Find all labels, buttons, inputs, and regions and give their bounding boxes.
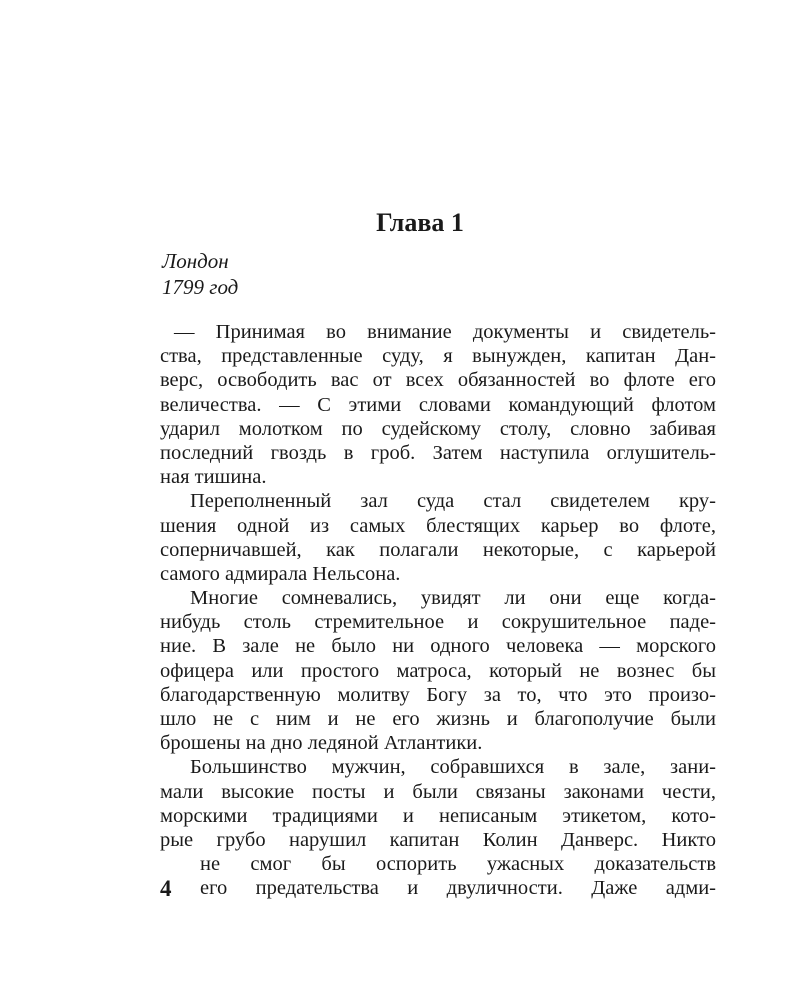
page-number: 4 [160, 876, 172, 901]
paragraph [160, 320, 716, 489]
text-line: Переполненный зал суда стал свидетелем кру- [190, 490, 716, 513]
year-heading: 1799 год [162, 275, 239, 299]
text-line: ударил молотком по судейскому столу, словно забивая [160, 417, 716, 440]
text-line: последний гвоздь в гроб. Затем наступила оглушитель- [160, 441, 716, 464]
text-line: рые грубо нарушил капитан Колин Данверс. Никто [160, 828, 716, 851]
text-line: морскими традициями и неписаным этикетом, кото- [160, 804, 716, 827]
text-line: не смог бы оспорить ужасных доказательств [200, 853, 716, 876]
text-line: ства, представленные суду, я вынужден, капитан Дан- [160, 345, 716, 368]
text-line: — Принимая во внимание документы и свидетель- [174, 321, 716, 343]
body-text [160, 320, 716, 901]
text-line: его предательства и двуличности. Даже адми- [200, 877, 716, 900]
text-line: ние. В зале не было ни одного человека — морского [160, 635, 716, 658]
text-line: величества. — С этими словами командующий флотом [160, 393, 716, 416]
chapter-title: Глава 1 [376, 208, 464, 237]
place-heading: Лондон [162, 249, 229, 273]
text-line: благодарственную молитву Богу за то, что это произо- [160, 683, 716, 706]
text-line: соперничавшей, как полагали некоторые, с карьерой [160, 538, 716, 561]
text-line: ная тишина. [160, 466, 267, 489]
text-line: самого адмирала Нельсона. [160, 562, 401, 585]
text-line: шения одной из самых блестящих карьер во флоте, [160, 514, 716, 537]
text-line: брошены на дно ледяной Атлантики. [160, 732, 483, 755]
text-line: Большинство мужчин, собравшихся в зале, зани- [190, 756, 716, 779]
paragraph [160, 755, 716, 900]
text-line: нибудь столь стремительное и сокрушительное паде- [160, 611, 716, 634]
paragraph [160, 586, 716, 755]
text-line: офицера или простого матроса, который не вознес бы [160, 659, 716, 682]
text-line: шло не с ним и не его жизнь и благополучие были [160, 708, 716, 730]
text-line: мали высокие посты и были связаны законами чести, [160, 780, 716, 803]
text-line: верс, освободить вас от всех обязанностей во флоте его [160, 369, 716, 392]
text-line: Многие сомневались, увидят ли они еще когда- [190, 587, 716, 610]
paragraph [160, 489, 716, 586]
